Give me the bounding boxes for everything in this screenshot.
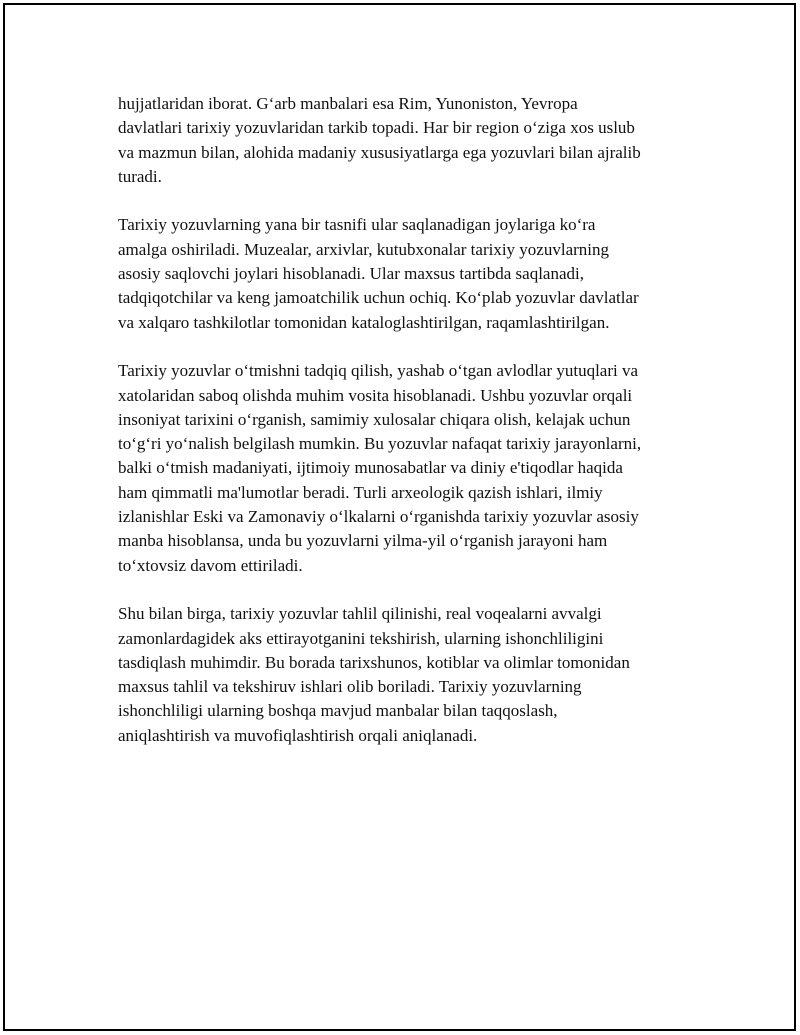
text-line: izlanishlar Eski va Zamonaviy o‘lkalarni o‘rganishda tarixiy yozuvlar asosiy — [118, 507, 639, 527]
text-line: va xalqaro tashkilotlar tomonidan kataloglashtirilgan, raqamlashtirilgan. — [118, 312, 610, 332]
text-line: aniqlashtirish va muvofiqlashtirish orqali aniqlanadi. — [118, 725, 478, 745]
text-line: insoniyat tarixini o‘rganish, samimiy xulosalar chiqara olish, kelajak uchun — [118, 409, 631, 429]
text-line: Tarixiy yozuvlar o‘tmishni tadqiq qilish, yashab o‘tgan avlodlar yutuqlari va — [118, 361, 639, 381]
text-line: davlatlari tarixiy yozuvlaridan tarkib topadi. Har bir region o‘ziga xos uslub — [118, 118, 635, 138]
text-line: asosiy saqlovchi joylari hisoblanadi. Ular maxsus tartibda saqlanadi, — [118, 264, 584, 284]
paragraph-4 — [118, 602, 688, 748]
text-line: turadi. — [118, 166, 162, 186]
text-line: tasdiqlash muhimdir. Bu borada tarixshunos, kotiblar va olimlar tomonidan — [118, 652, 630, 672]
text-line: Tarixiy yozuvlarning yana bir tasnifi ular saqlanadigan joylariga ko‘ra — [118, 215, 596, 235]
text-line: manba hisoblansa, unda bu yozuvlarni yilma-yil o‘rganish jarayoni ham — [118, 531, 608, 551]
text-line: amalga oshiriladi. Muzealar, arxivlar, kutubxonalar tarixiy yozuvlarning — [118, 239, 609, 259]
paragraph-1 — [118, 92, 688, 189]
text-line: to‘xtovsiz davom ettiriladi. — [118, 555, 303, 575]
paragraph-2 — [118, 213, 688, 334]
text-line: ishonchliligi ularning boshqa mavjud manbalar bilan taqqoslash, — [118, 701, 558, 721]
document-body — [118, 92, 688, 772]
text-line: tadqiqotchilar va keng jamoatchilik uchun ochiq. Ko‘plab yozuvlar davlatlar — [118, 288, 639, 308]
text-line: maxsus tahlil va tekshiruv ishlari olib boriladi. Tarixiy yozuvlarning — [118, 677, 582, 697]
paragraph-3 — [118, 359, 688, 578]
text-line: balki o‘tmish madaniyati, ijtimoiy munosabatlar va diniy e'tiqodlar haqida — [118, 458, 623, 478]
text-line: va mazmun bilan, alohida madaniy xususiyatlarga ega yozuvlari bilan ajralib — [118, 142, 641, 162]
text-line: zamonlardagidek aks ettirayotganini tekshirish, ularning ishonchliligini — [118, 628, 604, 648]
text-line: xatolaridan saboq olishda muhim vosita hisoblanadi. Ushbu yozuvlar orqali — [118, 385, 633, 405]
text-line: ham qimmatli ma'lumotlar beradi. Turli arxeologik qazish ishlari, ilmiy — [118, 482, 603, 502]
text-line: to‘g‘ri yo‘nalish belgilash mumkin. Bu yozuvlar nafaqat tarixiy jarayonlarni, — [118, 434, 642, 454]
text-line: hujjatlaridan iborat. G‘arb manbalari esa Rim, Yunoniston, Yevropa — [118, 94, 578, 113]
text-line: Shu bilan birga, tarixiy yozuvlar tahlil qilinishi, real voqealarni avvalgi — [118, 604, 602, 624]
